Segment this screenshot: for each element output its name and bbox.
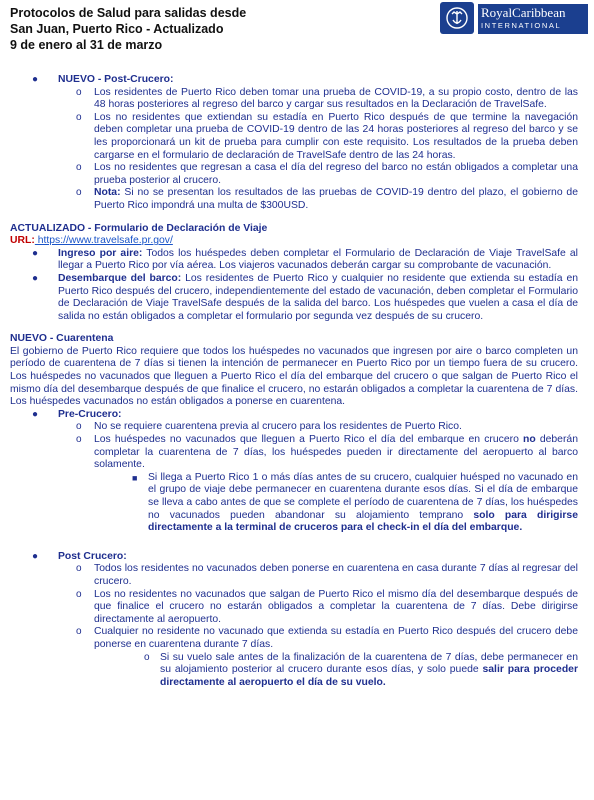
list-item (10, 87, 578, 112)
air-entry-text: Todos los huéspedes deben completar el Formulario de Declaración de Viaje TravelSafe al llegar a Puerto Rico por vía aérea. Los viajeros vacunados deberán cargar su comprobante de vacunación. (58, 247, 578, 272)
crown-anchor-icon (440, 2, 474, 34)
list-item (10, 112, 578, 162)
circle-bullet-icon: o (76, 187, 82, 199)
header-date-range: 9 de enero al 31 de marzo (10, 38, 163, 52)
pre-cruise-item-2a: Los huéspedes no vacunados que lleguen a Puerto Rico el día del embarque en crucero (94, 434, 523, 446)
note-text: Si no se presentan los resultados de las pruebas de COVID-19 dentro del plazo, el gobierno de Puerto Rico impondrá una multa de $300USD. (94, 187, 578, 211)
post-cruise-quarantine-bullet (10, 551, 578, 564)
bullet-icon: ● (32, 408, 39, 420)
circle-bullet-icon: o (144, 651, 150, 663)
post-cruise-title: NUEVO - Post-Crucero: (58, 74, 174, 85)
list-item (10, 187, 578, 212)
list-item (10, 563, 578, 588)
circle-bullet-icon: o (76, 563, 82, 575)
post-quarantine-sub-a: Si su vuelo sale antes de la finalización de la cuarentena de 7 días, debe permanecer en su alojamiento posterior al crucero durante esos días, y solo puede (160, 651, 578, 676)
bullet-icon: ● (32, 74, 39, 85)
logo-wordmark (478, 4, 588, 34)
list-item (10, 273, 578, 323)
list-item (10, 421, 578, 434)
document-body (10, 74, 578, 689)
list-item (10, 472, 578, 535)
logo-subtitle: INTERNATIONAL (481, 21, 562, 30)
circle-bullet-icon: o (76, 421, 82, 433)
list-item (10, 162, 578, 187)
travelsafe-link[interactable]: https://www.travelsafe.pr.gov/ (34, 235, 173, 247)
circle-bullet-icon: o (76, 86, 82, 98)
quarantine-intro: El gobierno de Puerto Rico requiere que todos los huéspedes no vacunados que ingresen por aire o barco completen un período de cuarentena de 7 días si tienen la intención de permanecer en Puerto Rico por un tiempo fuera de su crucero. Los huéspedes no vacunados que lleguen a Puerto Rico el día del embarque del crucero o que salgan de Puerto Rico el mismo día del desembarque después de que finalice el crucero, no estarán obligados a completar la cuarentena de 7 días. Los huéspedes vacunados no están obligados a ponerse en cuarentena. (10, 345, 578, 408)
post-cruise-item-2: Los no residentes que extiendan su estadía en Puerto Rico después de que termine la navegación deben completar una prueba de COVID-19 dentro de las 24 horas posteriores al regreso del barco y se les proporcionará un kit de prueba para cumplir con este requisito. Los resultados de la prueba deben cargarse en el formulario de declaración de TravelSafe dentro de las 24 horas. (94, 111, 578, 161)
air-entry-label: Ingreso por aire: (58, 247, 143, 259)
post-quarantine-item-1: Todos los residentes no vacunados deben ponerse en cuarentena en casa durante 7 días al regresar del crucero. (94, 563, 578, 587)
pre-cruise-sub-a: Si llega a Puerto Rico 1 o más días antes de su crucero, cualquier huésped no vacunado en el grupo de viaje debe permanecer en cuarentena durante esos días. Si el día de embarque se lleva a cabo antes de que se complete el período de cuarentena de 7 días, los huéspedes no vacunados pueden abandonar su alojamiento temprano (148, 471, 578, 521)
header-title-line-2: San Juan, Puerto Rico - Actualizado (10, 22, 224, 36)
url-label: URL: (10, 235, 35, 247)
disembark-text: Los residentes de Puerto Rico y cualquier no residente que extienda su estadía en Puerto Rico después del crucero, independientemente del estado de vacunación, deben completar el Formulario de Declaración de Viaje TravelSafe después de la salida del barco. Los huéspedes que vuelen a casa el día de salida no están obligados a completar el formulario por segunda vez después de su crucero. (58, 272, 578, 322)
pre-cruise-item-2b: no (523, 434, 536, 446)
post-cruise-quarantine-title: Post Crucero: (58, 550, 127, 562)
list-item (10, 652, 578, 690)
circle-bullet-icon: o (76, 588, 82, 600)
post-quarantine-item-3: Cualquier no residente no vacunado que extienda su estadía en Puerto Rico después del crucero debe ponerse en cuarentena durante 7 días. (94, 626, 578, 650)
quarantine-title: NUEVO - Cuarentena (10, 333, 114, 345)
pre-cruise-item-2c: deberán completar la cuarentena de 7 días, los huéspedes pueden ir directamente del aeropuerto al barco solamente. (94, 434, 578, 471)
url-line (10, 235, 578, 248)
bullet-icon: ● (32, 550, 39, 562)
document-header (10, 5, 246, 53)
square-bullet-icon: ■ (132, 472, 138, 483)
declaration-title: ACTUALIZADO - Formulario de Declaración de Viaje (10, 222, 268, 234)
note-label: Nota: (94, 187, 121, 199)
circle-bullet-icon: o (76, 111, 82, 123)
post-quarantine-sub-b: salir para proceder directamente al aeropuerto el día de su vuelo. (160, 664, 578, 688)
header-title-line-1: Protocolos de Salud para salidas desde (10, 6, 247, 20)
list-item (10, 589, 578, 627)
disembark-label: Desembarque del barco: (58, 272, 182, 284)
list-item (10, 626, 578, 651)
list-item (10, 434, 578, 472)
post-quarantine-item-2: Los no residentes no vacunados que salgan de Puerto Rico el mismo día del desembarque después de que finalice el crucero no estarán obligados a completar la cuarentena de 7 días. Debe dirigirse directamente al aeropuerto. (94, 588, 578, 625)
circle-bullet-icon: o (76, 434, 82, 446)
bullet-icon: ● (32, 272, 39, 284)
post-cruise-item-3: Los no residentes que regresan a casa el día del regreso del barco no están obligados a completar una prueba posterior al crucero. (94, 162, 578, 186)
pre-cruise-item-1: No se requiere cuarentena previa al crucero para los residentes de Puerto Rico. (94, 421, 462, 433)
circle-bullet-icon: o (76, 626, 82, 638)
pre-cruise-sub-b: solo para dirigirse directamente a la terminal de cruceros para el check-in el día del embarque. (148, 509, 578, 534)
post-cruise-item-1: Los residentes de Puerto Rico deben tomar una prueba de COVID-19, a su propio costo, dentro de las 48 horas posteriores al regreso del barco y cargar sus resultados en la Declaración de TravelSafe. (94, 86, 578, 111)
circle-bullet-icon: o (76, 162, 82, 174)
list-item (10, 248, 578, 273)
logo-name: RoyalCaribbean (481, 5, 566, 20)
bullet-icon: ● (32, 247, 39, 259)
pre-cruise-bullet (10, 409, 578, 422)
post-cruise-bullet (10, 74, 578, 87)
pre-cruise-title: Pre-Crucero: (58, 408, 122, 420)
royal-caribbean-logo (440, 2, 588, 36)
